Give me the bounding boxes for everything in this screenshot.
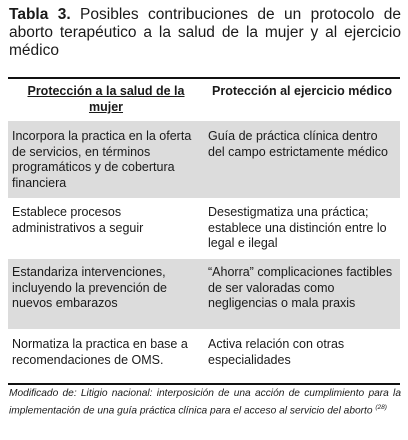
table-row	[8, 121, 400, 198]
reference-number: (28)	[375, 403, 387, 411]
table-row	[8, 329, 400, 384]
table-row	[8, 198, 400, 259]
table-caption-label: Tabla 3.	[9, 6, 71, 23]
cell-women-health: Estandariza intervenciones, incluyendo la prevención de nuevos embarazos	[8, 259, 204, 329]
cell-women-health: Incorpora la practica en la oferta de servicios, en términos programáticos y de cobertura financiera	[8, 121, 204, 198]
header-medical-practice: Protección al ejercicio médico	[212, 84, 392, 98]
cell-medical-practice: Guía de práctica clínica dentro del campo estrictamente médico	[204, 121, 400, 198]
cell-women-health: Normatiza la practica en base a recomendaciones de OMS.	[8, 329, 204, 384]
cell-women-health: Establece procesos administrativos a seguir	[12, 205, 144, 235]
table-caption	[9, 6, 401, 60]
table-source-note	[9, 387, 401, 417]
cell-medical-practice: Activa relación con otras especialidades	[204, 329, 400, 384]
cell-medical-practice: “Ahorra” complicaciones factibles de ser valoradas como negligencias o mala praxis	[204, 259, 400, 329]
header-women-health: Protección a la salud de la mujer	[27, 84, 185, 114]
table-caption-text: Posibles contribuciones de un protocolo de aborto terapéutico a la salud de la mujer y al ejercicio médico	[9, 6, 401, 59]
contributions-table	[8, 77, 400, 385]
cell-medical-practice: Desestigmatiza una práctica; establece una distinción entre lo legal e ilegal	[208, 205, 387, 250]
table-header-row	[8, 78, 400, 121]
source-note-text: Modificado de: Litigio nacional: interposición de una acción de cumplimiento para la implementación de una guía práctica clínica para el acceso al servicio del aborto	[9, 388, 401, 416]
table-row	[8, 259, 400, 329]
